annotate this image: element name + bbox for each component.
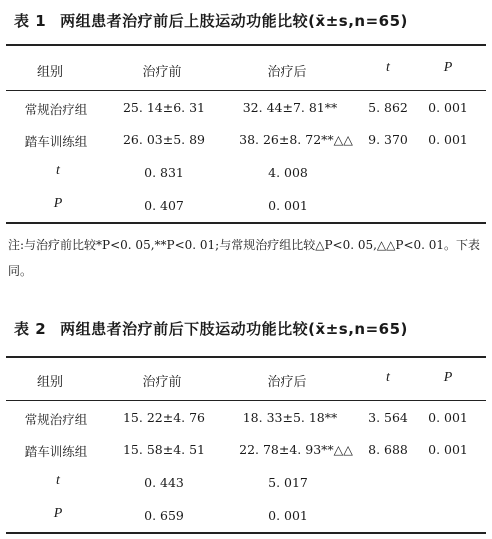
table-2-header-after: 治疗后: [267, 375, 307, 390]
table-2-row-1-t: 3. 564: [368, 410, 408, 425]
table-1-row-1-p: 0. 001: [428, 100, 468, 115]
table-1-row-2-t: 9. 370: [368, 132, 408, 147]
table-2-title: 两组患者治疗前后下肢运动功能比较(x̄±s,n=65): [60, 320, 408, 338]
table-1-bottom-rule: [6, 222, 486, 224]
table-1-header-group: 组别: [36, 65, 64, 80]
table-2-top-rule: [6, 356, 486, 358]
table-2-header-rule: [6, 400, 486, 401]
table-1-row-1-before: 25. 14±6. 31: [122, 100, 206, 115]
table-2-header-t: t: [386, 370, 390, 385]
table-1-title: 两组患者治疗前后上肢运动功能比较(x̄±s,n=65): [60, 12, 408, 30]
table-2-row-2-t: 8. 688: [368, 442, 408, 457]
table-2-header-p: P: [443, 370, 453, 385]
table-1-row-3-label: t: [56, 163, 60, 178]
table-1-row-1-after: 32. 44±7. 81**: [242, 100, 338, 115]
table-1-row-3-before: 0. 831: [144, 165, 184, 180]
table-1-header-after: 治疗后: [267, 65, 307, 80]
table-note: 注:与治疗前比较*P<0. 05,**P<0. 01;与常规治疗组比较△P<0. 05,△△P<0. 01。下表同。: [8, 238, 481, 278]
table-2-row-3-before: 0. 443: [144, 475, 184, 490]
table-1-row-1-t: 5. 862: [368, 100, 408, 115]
table-2-header-group: 组别: [36, 375, 64, 390]
table-1-row-4-before: 0. 407: [144, 198, 184, 213]
table-2-row-2-before: 15. 58±4. 51: [122, 442, 206, 457]
table-2-row-1-before: 15. 22±4. 76: [122, 410, 206, 425]
table-2-row-3-label: t: [56, 473, 60, 488]
table-1-row-2-before: 26. 03±5. 89: [122, 132, 206, 147]
table-1-row-4-after: 0. 001: [268, 198, 308, 213]
table-2-row-4-before: 0. 659: [144, 508, 184, 523]
table-1-number: 表 1: [14, 12, 47, 30]
table-2-row-3-after: 5. 017: [268, 475, 308, 490]
table-2-row-1-group: 常规治疗组: [24, 412, 88, 427]
table-1-row-2-after: 38. 26±8. 72**△△: [239, 132, 353, 147]
table-1-top-rule: [6, 44, 486, 46]
table-1-header-rule: [6, 90, 486, 91]
table-1-row-4-label: P: [53, 196, 63, 211]
table-1-header-t: t: [386, 60, 390, 75]
table-2-row-2-p: 0. 001: [428, 442, 468, 457]
table-2-row-2-after: 22. 78±4. 93**△△: [239, 442, 353, 457]
table-1-row-2-group: 踏车训练组: [24, 134, 88, 149]
table-1-header-p: P: [443, 60, 453, 75]
table-1-caption: [14, 10, 408, 31]
table-2-caption: [14, 318, 408, 339]
table-1-row-2-p: 0. 001: [428, 132, 468, 147]
table-1-header-before: 治疗前: [142, 65, 182, 80]
table-1-row-1-group: 常规治疗组: [24, 102, 88, 117]
table-2-header-before: 治疗前: [142, 375, 182, 390]
table-2-bottom-rule: [6, 532, 486, 534]
table-2-row-4-label: P: [53, 506, 63, 521]
table-2-number: 表 2: [14, 320, 47, 338]
table-1-row-3-after: 4. 008: [268, 165, 308, 180]
table-2-row-1-p: 0. 001: [428, 410, 468, 425]
table-2-row-2-group: 踏车训练组: [24, 444, 88, 459]
table-2-row-4-after: 0. 001: [268, 508, 308, 523]
table-2-row-1-after: 18. 33±5. 18**: [242, 410, 338, 425]
